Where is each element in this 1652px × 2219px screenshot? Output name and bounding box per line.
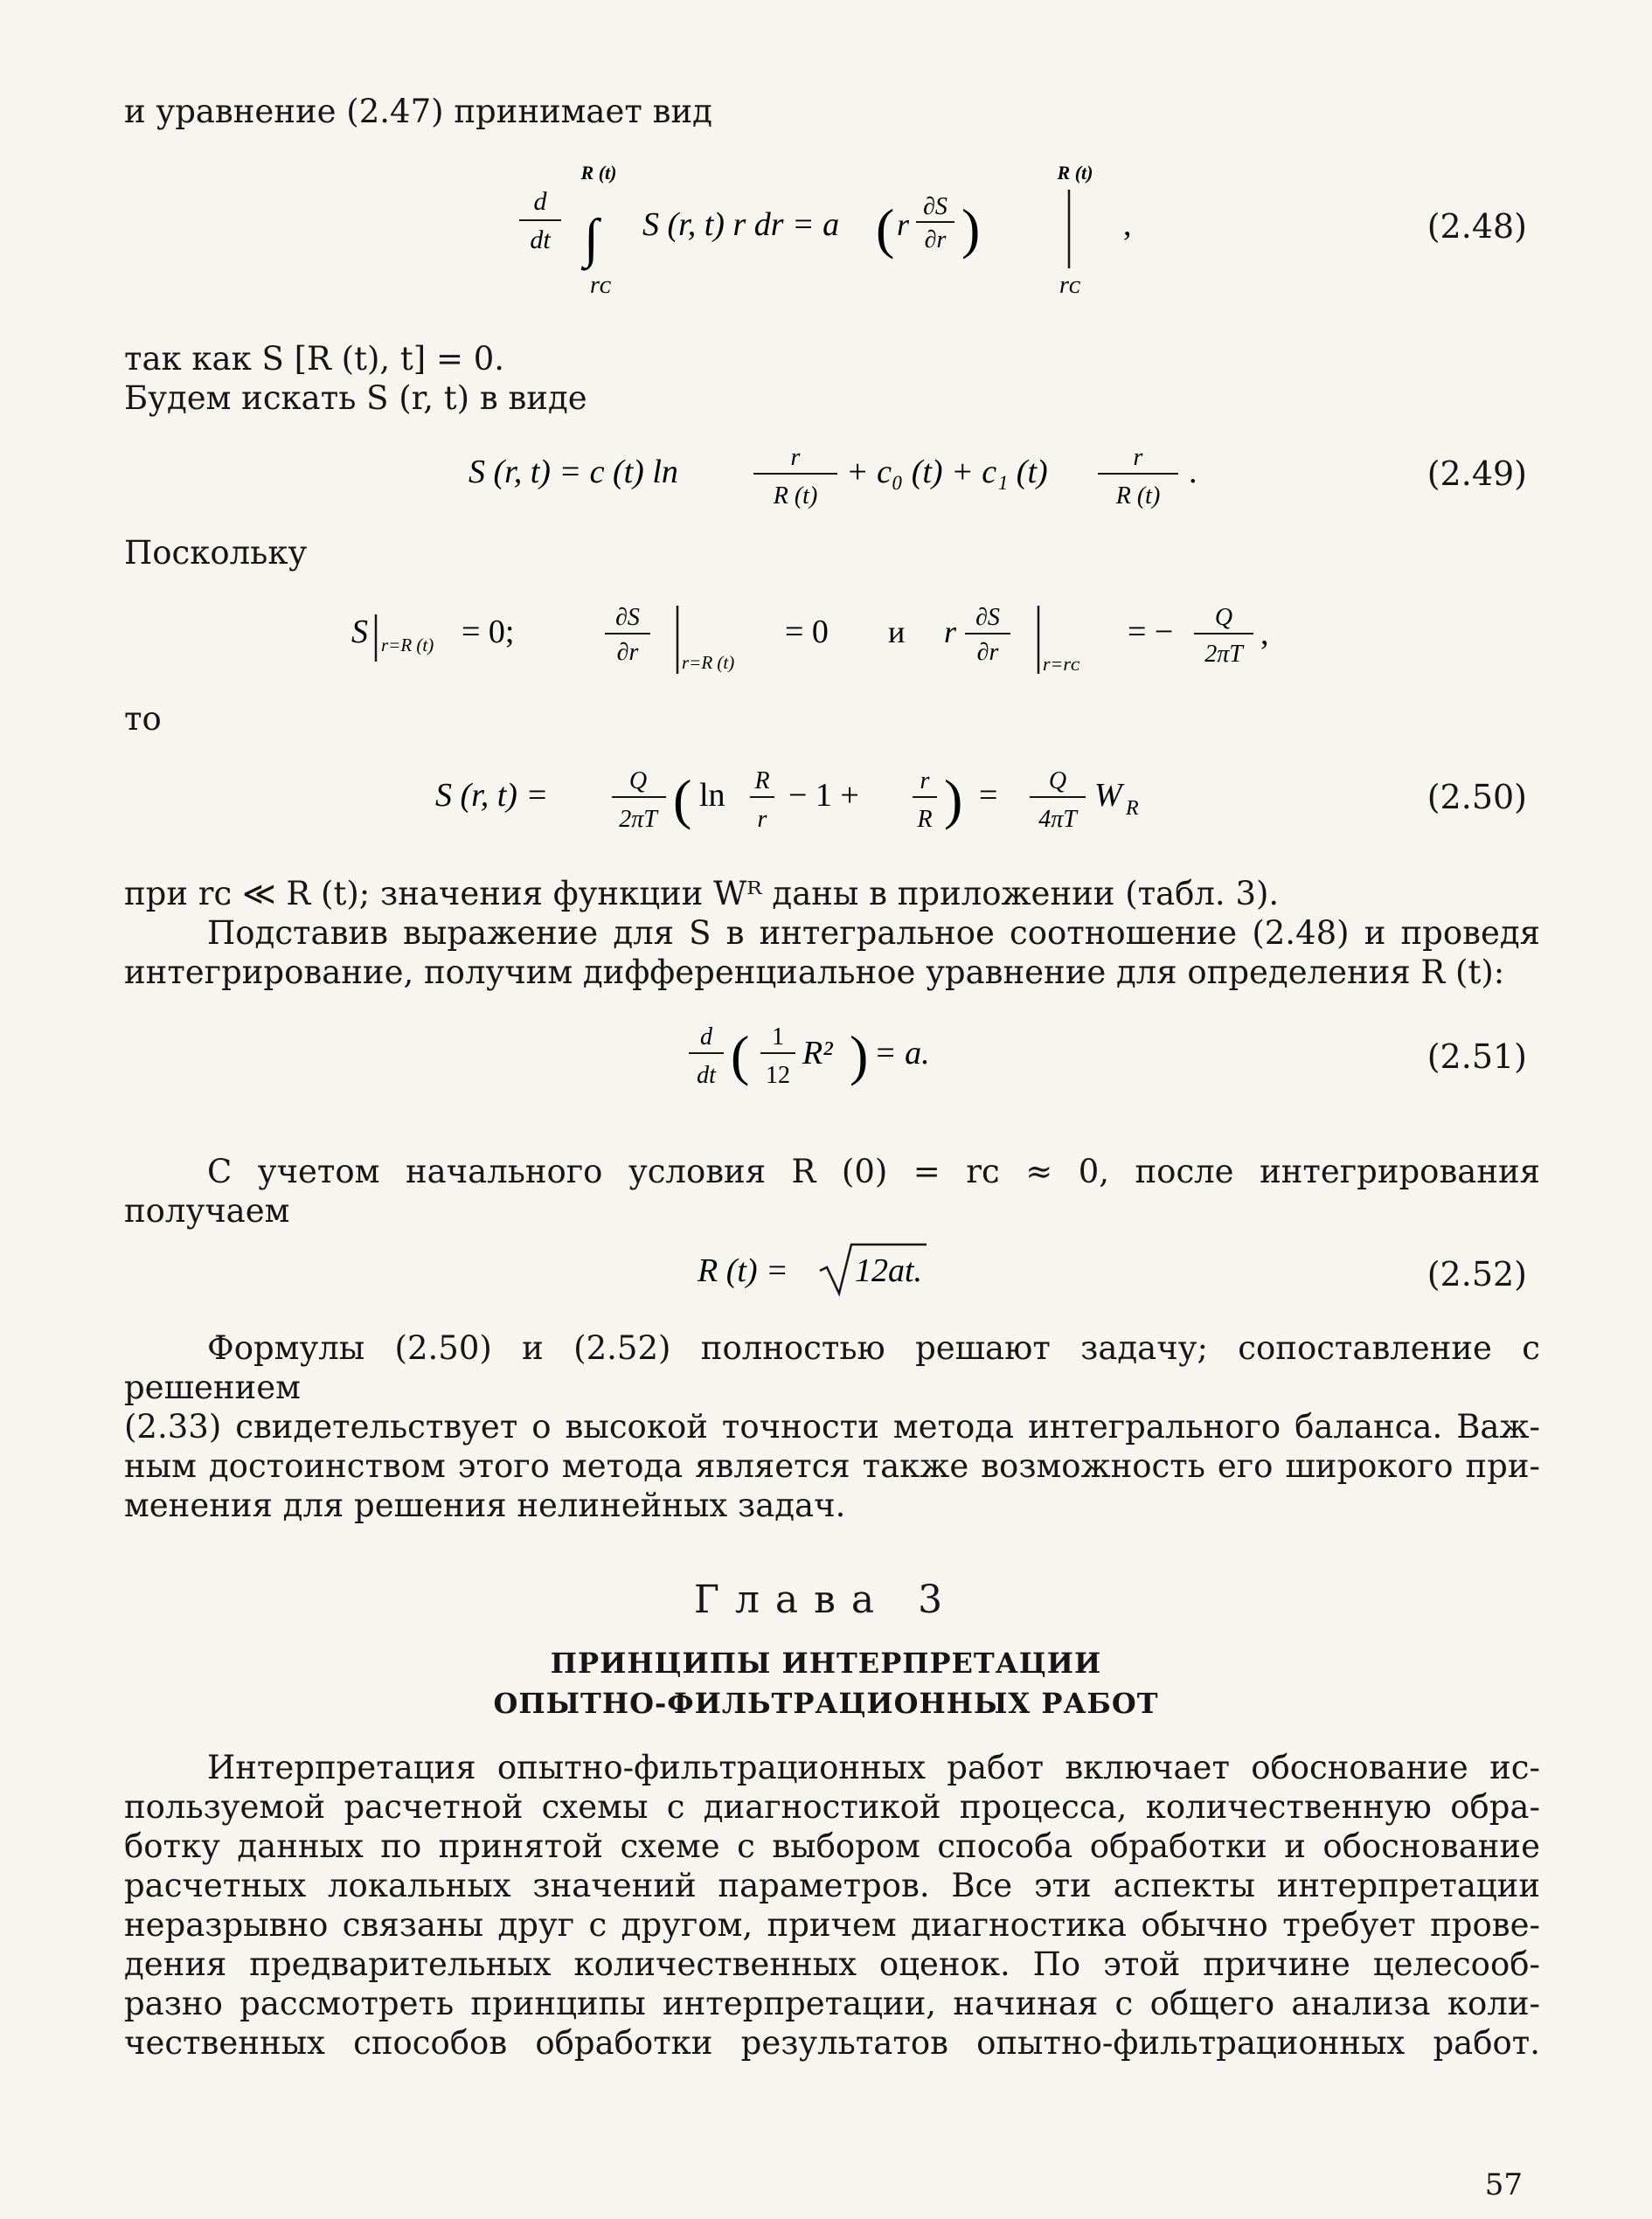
bc-eq3: = − — [1128, 614, 1174, 650]
equation-2-50-svg — [0, 752, 1652, 848]
eq248-right-paren: ) — [961, 198, 981, 260]
eq248-dr: ∂r — [924, 226, 947, 253]
eq250-r2: r — [920, 767, 930, 794]
eq248-bar-lower: rᴄ — [1059, 272, 1080, 299]
eq251-dt: dt — [697, 1062, 716, 1089]
eq251-one: 1 — [772, 1023, 784, 1051]
eq248-upper-limit: R (t) — [580, 162, 617, 184]
boundary-conditions-svg — [0, 590, 1652, 686]
eq250-lhs: S (r, t) = — [435, 777, 549, 814]
eq248-comma: , — [1123, 206, 1132, 243]
eq-number-2-50: (2.50) — [1426, 778, 1527, 816]
para-interpretation-line-4: расчетных локальных значений параметров. Все эти аспекты интерпретации — [124, 1867, 1540, 1904]
para-substituting — [124, 913, 1540, 992]
eq250-R: R — [754, 767, 770, 794]
eq250-2piT: 2πT — [619, 806, 657, 833]
bc-sub1: r=R (t) — [381, 634, 434, 655]
eq249-end: . — [1189, 454, 1197, 490]
eq250-Q2: Q — [1048, 767, 1067, 794]
bc-dS: ∂S — [615, 604, 640, 631]
bc-2piT: 2πT — [1204, 641, 1243, 668]
para-formulas-line-3: ным достоинством этого метода является также возможность его широкого при- — [124, 1447, 1540, 1485]
para-formulas-line-2: (2.33) свидетельствует о высокой точности метода интегрального баланса. Важ- — [124, 1408, 1540, 1446]
since-line: так как S [R (t), t] = 0. — [124, 340, 505, 378]
eq-number-2-48: (2.48) — [1426, 207, 1527, 246]
eq-number-2-52: (2.52) — [1426, 1255, 1527, 1293]
bc-S: S — [351, 614, 368, 650]
eq249-lhs: S (r, t) = c (t) ln — [469, 454, 678, 490]
eq250-eq: = — [979, 777, 998, 814]
eq251-rhs: = a. — [874, 1035, 930, 1071]
equation-2-51-svg — [0, 1009, 1652, 1106]
equation-2-48 — [0, 162, 1652, 306]
para-substituting-line-2: интегрирование, получим дифференциальное уравнение для определения R (t): — [124, 953, 1505, 991]
eq248-integrand: S (r, t) r dr = a — [642, 206, 840, 243]
para-interpretation-line-7: разно рассмотреть принципы интерпретации, начиная с общего анализа коли- — [124, 1985, 1540, 2022]
bc-eq2: = 0 — [785, 614, 829, 650]
equation-2-52-svg — [0, 1232, 1652, 1302]
equation-2-52 — [0, 1232, 1652, 1302]
para-formulas-line-1: Формулы (2.50) и (2.52) полностью решают задачу; сопоставление с решением — [124, 1329, 1540, 1406]
equation-2-49 — [0, 435, 1652, 523]
eq250-Q: Q — [628, 767, 648, 794]
eq248-dt: dt — [530, 225, 551, 254]
eq251-right-paren: ) — [850, 1024, 869, 1086]
eq250-minus1plus: − 1 + — [788, 777, 859, 814]
eq250-4piT: 4πT — [1038, 806, 1077, 833]
eq250-R2: R — [917, 806, 933, 833]
eq249-frac2-den: R (t) — [1115, 482, 1161, 510]
since2-line: Поскольку — [124, 534, 308, 572]
eq250-ln: ln — [699, 777, 725, 814]
eq249-mid: + c₀ (t) + c₁ (t) — [846, 454, 1048, 490]
eq248-left-paren: ( — [876, 198, 895, 260]
eq248-d: d — [533, 187, 547, 216]
bc-dS2: ∂S — [975, 604, 1000, 631]
seek-line: Будем искать S (r, t) в виде — [124, 379, 587, 417]
eq249-frac2-num: r — [1133, 444, 1143, 471]
eq251-R2: R² — [802, 1035, 833, 1071]
para-interpretation-line-3: ботку данных по принятой схеме с выбором способа обработки и обоснование — [124, 1827, 1540, 1865]
eq252-lhs: R (t) = — [698, 1252, 788, 1289]
chapter-title-line-1: ПРИНЦИПЫ ИНТЕРПРЕТАЦИИ — [550, 1647, 1102, 1680]
eq251-twelve: 12 — [766, 1062, 790, 1089]
para-interpretation-line-6: дения предварительных количественных оценок. По этой причине целесооб- — [124, 1945, 1540, 1983]
chapter-title-line-2: ОПЫТНО-ФИЛЬТРАЦИОННЫХ РАБОТ — [493, 1687, 1159, 1720]
para-interpretation — [124, 1748, 1540, 2063]
eq248-lower-limit: rᴄ — [590, 272, 611, 299]
eq-number-2-51: (2.51) — [1426, 1037, 1527, 1076]
integral-sign-icon: ∫ — [584, 209, 599, 268]
para-after-2-50: при rᴄ ≪ R (t); значения функции Wᴿ даны в приложении (табл. 3). — [124, 875, 1280, 912]
equation-2-49-svg — [0, 435, 1652, 523]
bc-r: r — [944, 614, 957, 649]
eq250-r: r — [757, 806, 767, 833]
eq250-left-paren: ( — [673, 768, 692, 830]
eq250-W: W — [1094, 777, 1122, 814]
para-substituting-line-1: Подставив выражение для S в интегральное соотношение (2.48) и проведя — [207, 914, 1540, 952]
eq250-W-sub: R — [1126, 797, 1139, 820]
eq251-d: d — [700, 1023, 712, 1051]
bc-eq1: = 0; — [462, 614, 515, 650]
eq252-rad: 12at. — [855, 1252, 923, 1289]
eq249-frac1-den: R (t) — [773, 482, 818, 510]
equation-2-51 — [0, 1009, 1652, 1106]
equation-2-50 — [0, 752, 1652, 848]
bc-sub2: r=R (t) — [682, 652, 735, 673]
para-initial-line-1: С учетом начального условия R (0) = rᴄ ≈ 0, после интегрирования — [207, 1153, 1540, 1190]
then-line: то — [124, 700, 162, 738]
boundary-conditions — [0, 590, 1652, 686]
bc-comma: , — [1260, 615, 1269, 652]
eq249-frac1-num: r — [790, 444, 801, 471]
bc-sub3: r=rᴄ — [1043, 653, 1079, 675]
para-formulas-line-4: менения для решения нелинейных задач. — [124, 1487, 846, 1524]
para-interpretation-line-2: пользуемой расчетной схемы с диагностикой процесса, количественную обра- — [124, 1788, 1540, 1826]
eq248-dS: ∂S — [923, 193, 947, 220]
bc-dr2: ∂r — [976, 639, 999, 666]
para-interpretation-line-5: неразрывно связаны друг с другом, причем диагностика обычно требует прове- — [124, 1906, 1540, 1944]
para-initial-line-2: получаем — [124, 1192, 290, 1230]
bc-Q: Q — [1214, 604, 1233, 631]
eq-number-2-49: (2.49) — [1426, 454, 1527, 493]
intro-line: и уравнение (2.47) принимает вид — [124, 93, 712, 130]
bc-dr: ∂r — [616, 639, 639, 666]
eq248-r: r — [897, 207, 910, 242]
para-initial — [124, 1152, 1540, 1231]
para-interpretation-line-8: чественных способов обработки результатов опытно-фильтрационных работ. — [124, 2024, 1540, 2062]
equation-2-48-svg — [0, 162, 1652, 306]
eq251-left-paren: ( — [731, 1024, 750, 1086]
chapter-heading: Глава 3 — [693, 1578, 959, 1622]
eq250-right-paren: ) — [944, 768, 963, 830]
bc-and: и — [888, 614, 906, 649]
page-number: 57 — [1484, 2167, 1523, 2202]
para-formulas — [124, 1328, 1540, 1525]
eq248-bar-upper: R (t) — [1057, 162, 1093, 184]
para-interpretation-line-1: Интерпретация опытно-фильтрационных работ включает обоснование ис- — [207, 1749, 1540, 1786]
